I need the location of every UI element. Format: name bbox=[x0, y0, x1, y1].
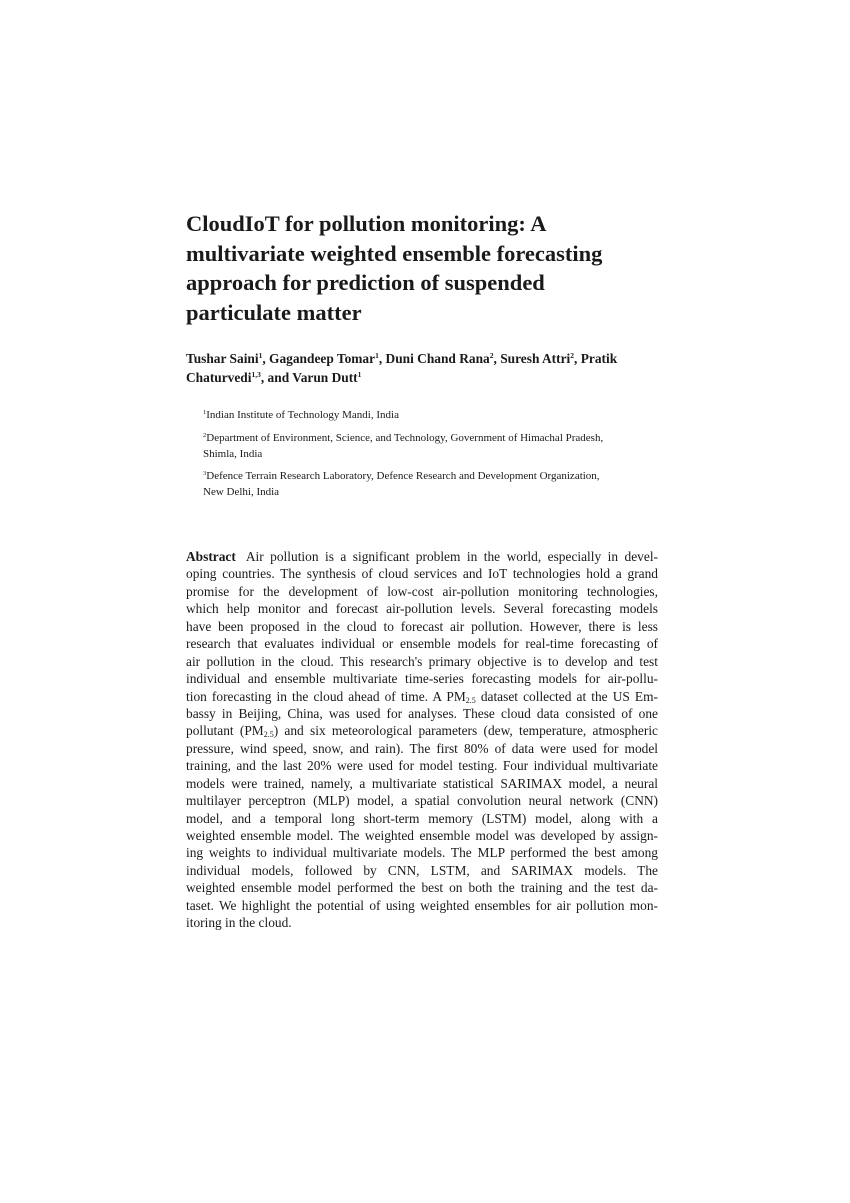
abstract-line: pollutant $(PM_{2.5})$ and six meteorological parameters (dew, temperature, atmospheric bbox=[186, 723, 658, 740]
author-name: Chaturvedi bbox=[186, 370, 252, 385]
author-name: Pratik bbox=[580, 351, 618, 366]
abstract-line: oping countries. The synthesis of cloud services and IoT technologies hold a grand bbox=[186, 566, 658, 582]
abstract-line: individual models, followed by CNN, LSTM, and SARIMAX models. The bbox=[186, 862, 658, 878]
affiliation-line bbox=[203, 408, 663, 424]
abstract-line: have been proposed in the cloud to forecast air pollution. However, there is less bbox=[186, 618, 658, 634]
author-name: Suresh Attri bbox=[500, 351, 571, 366]
abstract-line: itoring in the cloud. bbox=[186, 915, 292, 931]
author-name: Duni Chand Rana bbox=[385, 351, 490, 366]
affiliation-mark: 1 bbox=[203, 409, 207, 416]
abstract-line: Abstract Air pollution is a significant problem in the world, especially in devel- bbox=[186, 549, 658, 564]
abstract-line: taset. We highlight the potential of using weighted ensembles for air pollution mon- bbox=[186, 897, 658, 913]
author-separator: , and bbox=[260, 370, 293, 385]
author-line bbox=[186, 368, 666, 387]
author-separator: , bbox=[378, 351, 386, 366]
author-list bbox=[186, 349, 666, 387]
abstract-line: models were trained, namely, a multivariate statistical SARIMAX model, a neural bbox=[186, 775, 658, 791]
affiliation-line bbox=[203, 431, 663, 447]
author-affiliation-mark: 2 bbox=[489, 351, 494, 360]
author-name: Tushar Saini bbox=[186, 351, 259, 366]
affiliation-line: Shimla, India bbox=[203, 447, 263, 460]
title-line: CloudIoT for pollution monitoring: A bbox=[186, 211, 547, 236]
author-name: Varun Dutt bbox=[292, 370, 358, 385]
author-separator: , bbox=[574, 351, 581, 366]
author-affiliation-mark: 1 bbox=[357, 370, 362, 379]
author-separator: , bbox=[262, 351, 270, 366]
paper-title bbox=[186, 209, 656, 327]
author-affiliation-mark: 1,3 bbox=[251, 370, 261, 379]
abstract-line: tion forecasting in the cloud ahead of time. A $PM_{2.5}$ dataset collected at the US Em- bbox=[186, 688, 658, 705]
affiliation-text: Defence Terrain Research Laboratory, Defence Research and Development Organization, bbox=[206, 470, 600, 482]
affiliation-line: New Delhi, India bbox=[203, 485, 280, 498]
abstract-line: individual and ensemble multivariate time-series forecasting models for air-pollu- bbox=[186, 671, 658, 687]
author-line bbox=[186, 349, 666, 368]
abstract-line: pressure, wind speed, snow, and rain). The first 80% of data were used for model bbox=[186, 740, 658, 756]
abstract-line: air pollution in the cloud. This research's primary objective is to develop and test bbox=[186, 653, 658, 669]
author-affiliation-mark: 2 bbox=[570, 351, 574, 360]
author-name: Gagandeep Tomar bbox=[269, 351, 376, 366]
abstract-line: bassy in Beijing, China, was used for analyses. These cloud data consisted of one bbox=[186, 705, 658, 721]
affiliation-mark: 2 bbox=[203, 432, 207, 439]
abstract-line: ing weights to individual multivariate models. The MLP performed the best among bbox=[186, 845, 658, 861]
author-separator: , bbox=[493, 351, 501, 366]
abstract-line: model, and a temporal long short-term memory (LSTM) model, along with a bbox=[186, 810, 658, 826]
title-line: particulate matter bbox=[186, 299, 362, 325]
affiliation-mark: 3 bbox=[203, 470, 207, 477]
abstract-line: promise for the development of low-cost air-pollution monitoring technologies, bbox=[186, 583, 658, 599]
affiliation-text: Department of Environment, Science, and Technology, Government of Himachal Pradesh, bbox=[206, 432, 604, 444]
affiliation bbox=[203, 469, 663, 500]
abstract-line: research that evaluates individual or ensemble models for real-time forecasting of bbox=[186, 636, 658, 652]
abstract-line: training, and the last 20% were used for model testing. Four individual multivariate bbox=[186, 758, 658, 774]
abstract bbox=[186, 548, 658, 932]
affiliation-text: Indian Institute of Technology Mandi, India bbox=[206, 409, 399, 421]
abstract-line: weighted ensemble model performed the best on both the training and the test da- bbox=[186, 880, 658, 896]
abstract-line: multilayer perceptron (MLP) model, a spatial convolution neural network (CNN) bbox=[186, 793, 658, 809]
affiliation-line bbox=[203, 469, 663, 485]
abstract-line: weighted ensemble model. The weighted ensemble model was developed by assign- bbox=[186, 828, 658, 843]
author-affiliation-mark: 1 bbox=[375, 351, 379, 360]
abstract-label: Abstract bbox=[186, 549, 236, 564]
affiliation bbox=[203, 431, 663, 462]
author-affiliation-mark: 1 bbox=[258, 351, 263, 360]
title-line: multivariate weighted ensemble forecasting bbox=[186, 240, 603, 266]
abstract-line: which help monitor and forecast air-pollution levels. Several forecasting models bbox=[186, 601, 658, 617]
affiliation bbox=[203, 408, 663, 424]
title-line: approach for prediction of suspended bbox=[186, 270, 545, 295]
